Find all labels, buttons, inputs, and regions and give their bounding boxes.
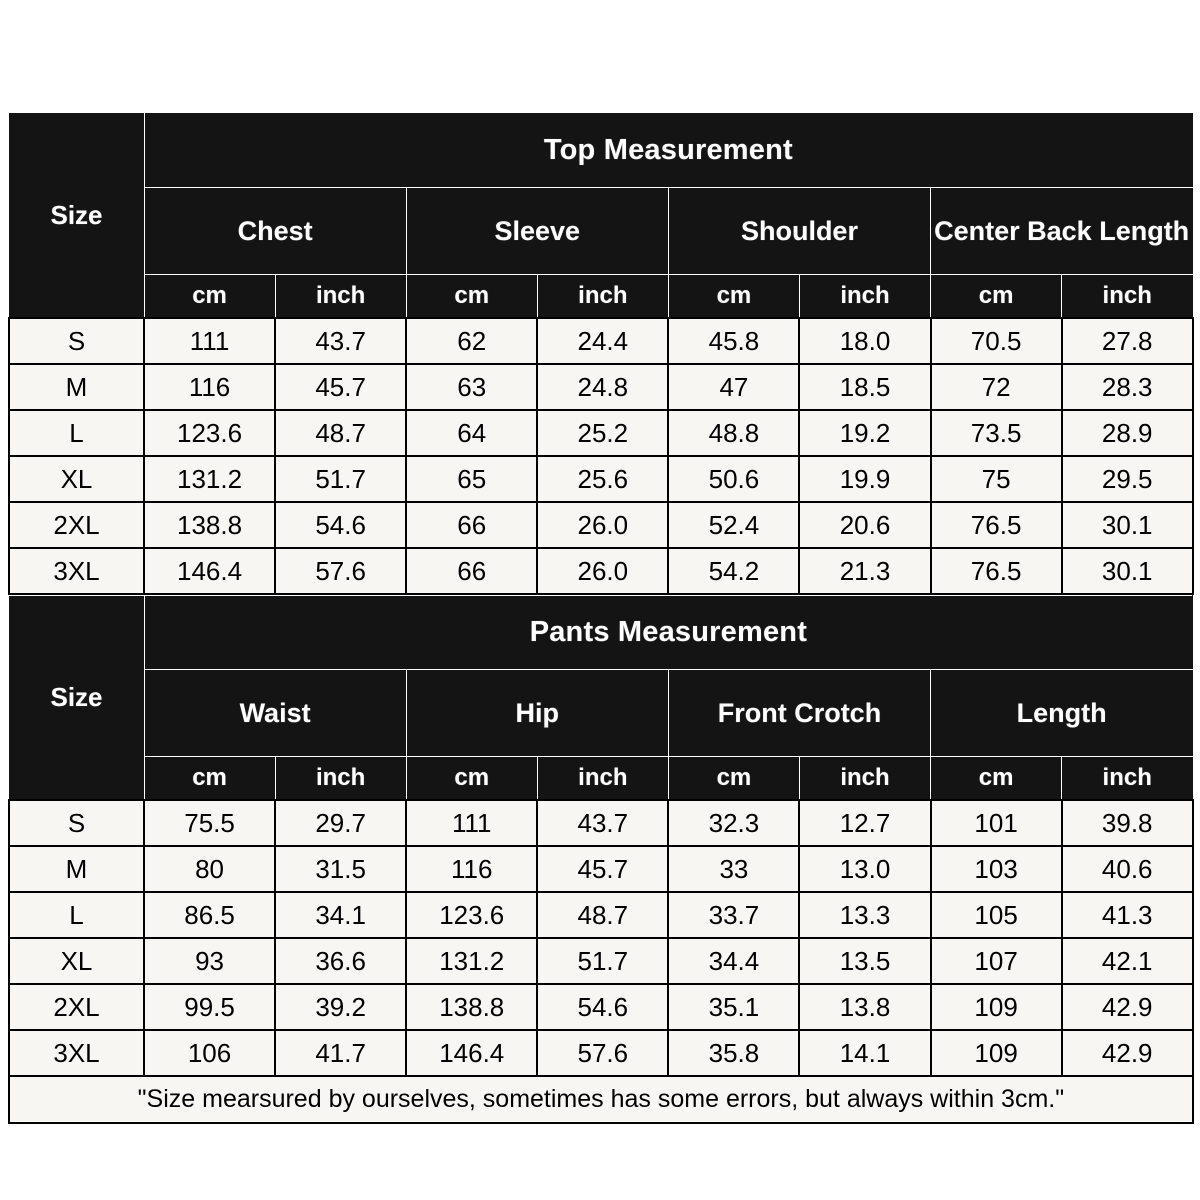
group-header-sleeve: Sleeve (406, 188, 668, 275)
unit-header-sleeve-inch: inch (537, 275, 668, 319)
cell-value: 116 (144, 364, 275, 410)
cell-value: 24.4 (537, 318, 668, 364)
cell-value: 45.7 (275, 364, 406, 410)
unit-header-hip-cm: cm (406, 757, 537, 801)
cell-value: 109 (931, 1030, 1062, 1076)
cell-value: 28.3 (1062, 364, 1193, 410)
row-size-label: M (9, 846, 144, 892)
unit-header-front-crotch-inch: inch (799, 757, 930, 801)
cell-value: 105 (931, 892, 1062, 938)
cell-value: 45.7 (537, 846, 668, 892)
cell-value: 19.9 (799, 456, 930, 502)
row-size-label: XL (9, 938, 144, 984)
unit-header-shoulder-cm: cm (668, 275, 799, 319)
unit-header-waist-cm: cm (144, 757, 275, 801)
cell-value: 146.4 (144, 548, 275, 594)
cell-value: 116 (406, 846, 537, 892)
table-row (9, 456, 1193, 502)
cell-value: 19.2 (799, 410, 930, 456)
unit-header-length-cm: cm (931, 757, 1062, 801)
group-header-front-crotch: Front Crotch (668, 670, 930, 757)
cell-value: 123.6 (144, 410, 275, 456)
cell-value: 131.2 (144, 456, 275, 502)
cell-value: 48.7 (537, 892, 668, 938)
cell-value: 80 (144, 846, 275, 892)
cell-value: 34.1 (275, 892, 406, 938)
top-unit-row (9, 275, 1193, 319)
cell-value: 62 (406, 318, 537, 364)
row-size-label: 3XL (9, 548, 144, 594)
size-chart (8, 113, 1192, 1124)
cell-value: 45.8 (668, 318, 799, 364)
cell-value: 35.1 (668, 984, 799, 1030)
cell-value: 64 (406, 410, 537, 456)
row-size-label: 2XL (9, 502, 144, 548)
row-size-label: S (9, 800, 144, 846)
cell-value: 66 (406, 502, 537, 548)
cell-value: 50.6 (668, 456, 799, 502)
cell-value: 123.6 (406, 892, 537, 938)
cell-value: 28.9 (1062, 410, 1193, 456)
cell-value: 13.5 (799, 938, 930, 984)
cell-value: 25.2 (537, 410, 668, 456)
cell-value: 27.8 (1062, 318, 1193, 364)
row-size-label: L (9, 892, 144, 938)
top-size-header: Size (9, 114, 144, 319)
cell-value: 43.7 (275, 318, 406, 364)
table-row (9, 892, 1193, 938)
pants-group-row (9, 670, 1193, 757)
cell-value: 57.6 (275, 548, 406, 594)
table-row (9, 318, 1193, 364)
cell-value: 35.8 (668, 1030, 799, 1076)
row-size-label: XL (9, 456, 144, 502)
cell-value: 41.3 (1062, 892, 1193, 938)
cell-value: 75.5 (144, 800, 275, 846)
unit-header-shoulder-inch: inch (799, 275, 930, 319)
group-header-waist: Waist (144, 670, 406, 757)
cell-value: 54.6 (275, 502, 406, 548)
footnote-row (9, 1076, 1193, 1123)
top-table-body (9, 114, 1193, 595)
cell-value: 99.5 (144, 984, 275, 1030)
cell-value: 70.5 (931, 318, 1062, 364)
cell-value: 26.0 (537, 548, 668, 594)
table-row (9, 548, 1193, 594)
row-size-label: 2XL (9, 984, 144, 1030)
cell-value: 31.5 (275, 846, 406, 892)
cell-value: 47 (668, 364, 799, 410)
top-title-row (9, 114, 1193, 188)
table-row (9, 846, 1193, 892)
cell-value: 33 (668, 846, 799, 892)
unit-header-cbl-cm: cm (931, 275, 1062, 319)
group-header-chest: Chest (144, 188, 406, 275)
cell-value: 76.5 (931, 502, 1062, 548)
row-size-label: 3XL (9, 1030, 144, 1076)
group-header-hip: Hip (406, 670, 668, 757)
cell-value: 13.8 (799, 984, 930, 1030)
pants-size-header: Size (9, 596, 144, 801)
top-table-title: Top Measurement (144, 114, 1193, 188)
cell-value: 25.6 (537, 456, 668, 502)
cell-value: 103 (931, 846, 1062, 892)
table-row (9, 984, 1193, 1030)
row-size-label: L (9, 410, 144, 456)
table-row (9, 800, 1193, 846)
cell-value: 73.5 (931, 410, 1062, 456)
cell-value: 33.7 (668, 892, 799, 938)
cell-value: 107 (931, 938, 1062, 984)
cell-value: 65 (406, 456, 537, 502)
cell-value: 48.7 (275, 410, 406, 456)
cell-value: 111 (406, 800, 537, 846)
unit-header-front-crotch-cm: cm (668, 757, 799, 801)
cell-value: 39.8 (1062, 800, 1193, 846)
top-measurement-table (8, 113, 1194, 595)
cell-value: 76.5 (931, 548, 1062, 594)
cell-value: 36.6 (275, 938, 406, 984)
unit-header-sleeve-cm: cm (406, 275, 537, 319)
group-header-shoulder: Shoulder (668, 188, 930, 275)
table-row (9, 1030, 1193, 1076)
cell-value: 42.1 (1062, 938, 1193, 984)
cell-value: 111 (144, 318, 275, 364)
pants-table-title: Pants Measurement (144, 596, 1193, 670)
pants-title-row (9, 596, 1193, 670)
cell-value: 13.0 (799, 846, 930, 892)
cell-value: 109 (931, 984, 1062, 1030)
unit-header-chest-inch: inch (275, 275, 406, 319)
cell-value: 86.5 (144, 892, 275, 938)
cell-value: 138.8 (144, 502, 275, 548)
cell-value: 26.0 (537, 502, 668, 548)
table-row (9, 364, 1193, 410)
cell-value: 101 (931, 800, 1062, 846)
cell-value: 24.8 (537, 364, 668, 410)
measurement-disclaimer: "Size mearsured by ourselves, sometimes has some errors, but always within 3cm." (9, 1076, 1193, 1123)
cell-value: 30.1 (1062, 502, 1193, 548)
cell-value: 57.6 (537, 1030, 668, 1076)
cell-value: 51.7 (537, 938, 668, 984)
top-group-row (9, 188, 1193, 275)
unit-header-cbl-inch: inch (1062, 275, 1193, 319)
cell-value: 18.5 (799, 364, 930, 410)
cell-value: 34.4 (668, 938, 799, 984)
pants-unit-row (9, 757, 1193, 801)
cell-value: 18.0 (799, 318, 930, 364)
cell-value: 13.3 (799, 892, 930, 938)
cell-value: 54.6 (537, 984, 668, 1030)
cell-value: 42.9 (1062, 984, 1193, 1030)
cell-value: 29.5 (1062, 456, 1193, 502)
cell-value: 54.2 (668, 548, 799, 594)
unit-header-hip-inch: inch (537, 757, 668, 801)
cell-value: 146.4 (406, 1030, 537, 1076)
cell-value: 42.9 (1062, 1030, 1193, 1076)
cell-value: 75 (931, 456, 1062, 502)
cell-value: 63 (406, 364, 537, 410)
cell-value: 41.7 (275, 1030, 406, 1076)
cell-value: 106 (144, 1030, 275, 1076)
pants-measurement-table (8, 595, 1194, 1124)
table-row (9, 502, 1193, 548)
cell-value: 30.1 (1062, 548, 1193, 594)
cell-value: 14.1 (799, 1030, 930, 1076)
unit-header-waist-inch: inch (275, 757, 406, 801)
row-size-label: S (9, 318, 144, 364)
cell-value: 51.7 (275, 456, 406, 502)
pants-table-body (9, 596, 1193, 1124)
cell-value: 138.8 (406, 984, 537, 1030)
cell-value: 12.7 (799, 800, 930, 846)
group-header-length: Length (931, 670, 1193, 757)
cell-value: 52.4 (668, 502, 799, 548)
table-row (9, 938, 1193, 984)
cell-value: 93 (144, 938, 275, 984)
cell-value: 66 (406, 548, 537, 594)
cell-value: 131.2 (406, 938, 537, 984)
cell-value: 29.7 (275, 800, 406, 846)
unit-header-chest-cm: cm (144, 275, 275, 319)
cell-value: 43.7 (537, 800, 668, 846)
row-size-label: M (9, 364, 144, 410)
cell-value: 39.2 (275, 984, 406, 1030)
cell-value: 48.8 (668, 410, 799, 456)
cell-value: 40.6 (1062, 846, 1193, 892)
cell-value: 72 (931, 364, 1062, 410)
cell-value: 20.6 (799, 502, 930, 548)
table-row (9, 410, 1193, 456)
group-header-center-back-length: Center Back Length (931, 188, 1193, 275)
unit-header-length-inch: inch (1062, 757, 1193, 801)
cell-value: 21.3 (799, 548, 930, 594)
cell-value: 32.3 (668, 800, 799, 846)
